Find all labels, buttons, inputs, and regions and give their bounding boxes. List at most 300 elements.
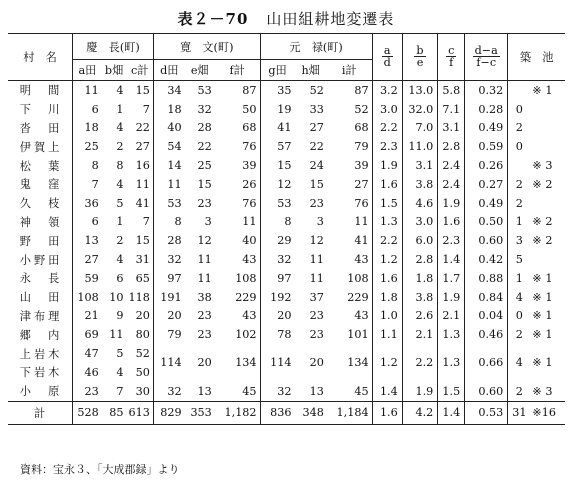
table-row [8,250,565,269]
cell-c: 80 [126,325,153,344]
cell-ratio-c-f: 2.1 [438,307,465,326]
cell-ratio-a-d: 1.6 [372,269,402,288]
cell-b: 4 [116,121,124,135]
cell-i: 101 [327,325,372,344]
cell-ratio-b-e: 1.9 [402,382,438,401]
cell-ratio-b-e: 3.0 [402,213,438,232]
village-name: 野 田 [8,231,73,250]
cell-a: 46 [84,365,99,379]
header-e: e畑 [185,60,215,81]
cell-g: 15 [277,159,292,173]
cell-f: 50 [215,100,260,119]
cell-i: 87 [327,81,372,100]
village-name: 郷 内 [8,325,73,344]
cell-ratio-b-e: 1.8 [402,269,438,288]
cell-i: 39 [327,156,372,175]
cell-h: 11 [309,271,324,285]
cell-a: 6 [91,215,99,229]
cell-ratio-a-d: 3.2 [372,81,402,100]
cell-i: 43 [327,307,372,326]
cell-i: 108 [327,269,372,288]
cell-e: 22 [197,140,212,154]
cell-ratio-a-d: 1.6 [372,175,402,194]
table-row [8,288,565,307]
cell-ponds-note: ※ 3 [532,384,553,398]
cell-ratio-a-d: 2.2 [372,119,402,138]
cell-g: 29 [277,234,292,248]
cell-d: 34 [167,83,182,97]
header-h: h畑 [295,60,327,81]
table-row [8,269,565,288]
village-name: 津布理 [8,307,73,326]
cell-e: 20 [197,356,212,370]
cell-ratio-b-e: 3.1 [402,156,438,175]
cell-e: 38 [197,290,212,304]
cell-d: 18 [167,102,182,116]
cell-f: 39 [215,156,260,175]
cell-ponds-note [530,100,565,119]
cell-ratio-growth: 0.49 [465,194,508,213]
cell-b: 9 [116,309,124,323]
cell-ratio-c-f: 1.9 [438,288,465,307]
cell-ratio-growth: 0.49 [465,119,508,138]
cell-ratio-growth: 0.60 [465,382,508,401]
cell-f: 229 [215,288,260,307]
cell-ratio-a-d: 1.1 [372,325,402,344]
cell-ratio-growth: 0.28 [465,100,508,119]
cell-ratio-a-d: 2.2 [372,231,402,250]
cell-e: 23 [197,309,212,323]
cell-ratio-c-f: 2.4 [438,175,465,194]
header-d: d田 [153,60,184,81]
cell-g: 97 [277,271,292,285]
total-row [8,401,565,424]
cell-ratio-a-d: 1.2 [372,344,402,382]
cell-f: 76 [215,194,260,213]
cell-e: 11 [197,271,212,285]
cell-ratio-b-e: 2.2 [402,344,438,382]
cell-a: 108 [77,290,99,304]
cell-g: 32 [277,384,292,398]
table-row [8,325,565,344]
table-title [0,8,572,29]
total-ratio-growth: 0.53 [465,401,508,424]
cell-ratio-growth: 0.42 [465,250,508,269]
cell-b: 4 [116,253,124,267]
header-b: b畑 [102,60,127,81]
total-label: 計 [8,401,73,424]
cell-d: 32 [167,384,182,398]
cell-ratio-b-e: 6.0 [402,231,438,250]
cell-d: 53 [167,196,182,210]
village-name: 永 長 [8,269,73,288]
cell-ratio-a-d: 2.3 [372,137,402,156]
header-ponds: 築 池 [508,34,565,81]
cell-c: 41 [126,194,153,213]
cell-ponds-note: ※ 1 [532,290,553,304]
cell-a: 7 [91,177,99,191]
source-note: 資料：宝永３、「大成郡録」より [20,463,180,476]
village-name: 明 間 [8,81,73,100]
cell-ratio-a-d: 1.5 [372,194,402,213]
cell-e: 25 [197,159,212,173]
cell-d: 32 [167,253,182,267]
cell-c: 16 [126,156,153,175]
cell-ponds-note: ※ 2 [532,234,553,248]
table-row [8,213,565,232]
header-g: g田 [260,60,294,81]
table-row [8,137,565,156]
cell-ratio-growth: 0.60 [465,231,508,250]
cell-ratio-a-d: 1.0 [372,307,402,326]
cell-ponds-note: ※ 1 [532,83,553,97]
cell-d: 114 [160,356,182,370]
cell-g: 114 [270,356,292,370]
cell-ratio-b-e: 2.1 [402,325,438,344]
cell-h: 23 [309,328,324,342]
cell-ratio-growth: 0.88 [465,269,508,288]
total-ratio-a-d: 1.6 [372,401,402,424]
cell-h: 3 [316,215,324,229]
cell-g: 192 [270,290,292,304]
cell-a: 8 [91,159,99,173]
cell-ponds-note [530,119,565,138]
cell-g: 20 [277,309,292,323]
cell-i: 41 [327,231,372,250]
cell-b: 2 [116,140,124,154]
cell-i: 76 [327,194,372,213]
cell-ratio-b-e: 4.6 [402,194,438,213]
village-name: 小 原 [8,382,73,401]
cell-d: 11 [167,177,182,191]
cell-ratio-a-d: 1.3 [372,213,402,232]
cell-i: 68 [327,119,372,138]
table-row [8,344,565,363]
cell-c: 52 [126,344,153,363]
cell-a: 11 [84,83,99,97]
cell-ratio-c-f: 7.1 [438,100,465,119]
cell-ponds-count: 4 [515,290,523,304]
cell-h: 13 [309,384,324,398]
table-row [8,81,565,100]
cell-ponds-note: ※ 2 [532,215,553,229]
cell-e: 23 [197,328,212,342]
cell-ponds-note: ※ 1 [532,271,553,285]
village-name: 下岩木 [8,363,73,382]
cell-ponds-count [508,81,531,100]
header-c: c計 [126,60,153,81]
cell-a: 6 [91,102,99,116]
cell-d: 79 [167,328,182,342]
cell-a: 21 [84,309,99,323]
total-ponds-note: ※16 [530,401,565,424]
cell-ratio-growth: 0.27 [465,175,508,194]
cell-ponds-count: 4 [515,356,523,370]
header-period-genroku: 元 禄(町) [260,34,372,60]
village-name: 小野田 [8,250,73,269]
cell-f: 76 [215,137,260,156]
cell-ratio-c-f: 1.6 [438,213,465,232]
cell-f: 43 [215,250,260,269]
cell-ponds-note: ※ 2 [532,177,553,191]
cell-a: 59 [84,271,99,285]
cell-ratio-c-f: 1.3 [438,344,465,382]
cell-a: 23 [84,384,99,398]
cell-f: 102 [215,325,260,344]
village-name: 松 葉 [8,156,73,175]
cell-ratio-growth: 0.66 [465,344,508,382]
cell-c: 7 [126,213,153,232]
total-d: 829 [153,401,184,424]
header-period-keicho: 慶 長(町) [73,34,154,60]
table-row [8,100,565,119]
cell-h: 12 [309,234,324,248]
cell-c: 7 [126,100,153,119]
cell-h: 23 [309,196,324,210]
cell-ratio-a-d: 1.2 [372,250,402,269]
cell-c: 30 [126,382,153,401]
cell-e: 12 [197,234,212,248]
cell-h: 23 [309,309,324,323]
cell-g: 41 [277,121,292,135]
cell-g: 53 [277,196,292,210]
village-name: 鬼 窪 [8,175,73,194]
cell-ratio-a-d: 1.8 [372,288,402,307]
table-row [8,307,565,326]
cell-ponds-count: 1 [515,271,523,285]
cell-e: 15 [197,177,212,191]
cell-ratio-b-e: 2.6 [402,307,438,326]
cell-ponds-count [508,156,531,175]
cell-ponds-count: 2 [515,328,523,342]
cell-ratio-b-e: 32.0 [402,100,438,119]
cell-g: 35 [277,83,292,97]
cell-g: 19 [277,102,292,116]
total-f: 1,182 [215,401,260,424]
total-g: 836 [260,401,294,424]
cell-ratio-c-f: 5.8 [438,81,465,100]
cell-d: 14 [167,159,182,173]
cell-d: 54 [167,140,182,154]
cell-ponds-count: 0 [515,309,523,323]
total-ratio-b-e: 4.2 [402,401,438,424]
cell-ponds-count: 1 [515,215,523,229]
table-row [8,175,565,194]
cell-c: 20 [126,307,153,326]
cell-c: 27 [126,137,153,156]
cell-ratio-growth: 0.32 [465,81,508,100]
cell-ratio-c-f: 3.1 [438,119,465,138]
cell-g: 12 [277,177,292,191]
cell-i: 79 [327,137,372,156]
cell-h: 24 [309,159,324,173]
header-ratio-c-f: $\frac{c}{f}$ [438,34,465,81]
cell-ratio-c-f: 2.3 [438,231,465,250]
cell-b: 11 [109,328,124,342]
table-number: 表２－70 [177,10,249,28]
cell-f: 45 [215,382,260,401]
cell-ponds-count: 2 [515,121,523,135]
header-a: a田 [73,60,102,81]
cell-b: 1 [116,215,124,229]
cell-c: 11 [126,175,153,194]
cell-ponds-note [530,194,565,213]
cell-ratio-a-d: 1.4 [372,382,402,401]
cell-ratio-b-e: 3.8 [402,288,438,307]
cell-h: 37 [309,290,324,304]
cell-e: 53 [197,83,212,97]
cell-ratio-c-f: 1.5 [438,382,465,401]
cell-e: 28 [197,121,212,135]
total-a: 528 [73,401,102,424]
cell-g: 78 [277,328,292,342]
cell-e: 11 [197,253,212,267]
cell-a: 69 [84,328,99,342]
total-h: 348 [295,401,327,424]
cell-h: 22 [309,140,324,154]
cell-c: 15 [126,81,153,100]
header-village: 村 名 [8,34,73,81]
cell-b: 10 [109,290,124,304]
cell-b: 4 [116,177,124,191]
cell-c: 15 [126,231,153,250]
cell-ratio-c-f: 1.3 [438,325,465,344]
cell-f: 40 [215,231,260,250]
total-ponds-count: 31 [508,401,531,424]
cell-ratio-growth: 0.59 [465,137,508,156]
cell-g: 57 [277,140,292,154]
cell-ratio-c-f: 1.9 [438,194,465,213]
cell-ponds-note [530,137,565,156]
cell-ratio-b-e: 3.8 [402,175,438,194]
table-name: 山田組耕地変遷表 [266,10,395,28]
total-b: 85 [102,401,127,424]
cell-ratio-growth: 0.46 [465,325,508,344]
cell-ponds-note: ※ 1 [532,309,553,323]
total-i: 1,184 [327,401,372,424]
village-name: 伊賀上 [8,137,73,156]
table-row [8,156,565,175]
table-row [8,194,565,213]
header-ratio-b-e: $\frac{b}{e}$ [402,34,438,81]
cell-f: 108 [215,269,260,288]
cell-ponds-count: 0 [515,140,523,154]
cell-b: 7 [116,384,124,398]
cell-ratio-c-f: 2.8 [438,137,465,156]
village-name: 下 川 [8,100,73,119]
header-f: f計 [215,60,260,81]
cell-d: 20 [167,309,182,323]
cell-d: 8 [174,215,182,229]
cell-c: 50 [126,363,153,382]
cell-b: 6 [116,271,124,285]
cell-h: 52 [309,83,324,97]
cell-ponds-note [530,250,565,269]
cell-ponds-count: 3 [515,234,523,248]
cell-ponds-note: ※ 1 [532,328,553,342]
total-ratio-c-f: 1.4 [438,401,465,424]
table-row [8,231,565,250]
cell-a: 13 [84,234,99,248]
cell-ratio-b-e: 11.0 [402,137,438,156]
cell-ponds-count: 5 [515,253,523,267]
cell-h: 33 [309,102,324,116]
cell-e: 32 [197,102,212,116]
cell-c: 22 [126,119,153,138]
cell-f: 11 [215,213,260,232]
cell-h: 20 [309,356,324,370]
cell-ratio-growth: 0.84 [465,288,508,307]
cell-a: 18 [84,121,99,135]
total-e: 353 [185,401,215,424]
cell-f: 43 [215,307,260,326]
header-ratio-a-d: $\frac{a}{d}$ [372,34,402,81]
cell-f: 26 [215,175,260,194]
table-row [8,382,565,401]
cell-ratio-growth: 0.04 [465,307,508,326]
cell-i: 11 [327,213,372,232]
cell-g: 32 [277,253,292,267]
cell-ratio-a-d: 1.9 [372,156,402,175]
cell-a: 36 [84,196,99,210]
cell-ratio-c-f: 1.4 [438,250,465,269]
cell-d: 191 [160,290,182,304]
cell-h: 27 [309,121,324,135]
cell-b: 1 [116,102,124,116]
cell-b: 4 [116,365,124,379]
cell-b: 2 [116,234,124,248]
village-name: 山 田 [8,288,73,307]
cell-b: 8 [116,159,124,173]
cell-h: 11 [309,253,324,267]
cell-d: 28 [167,234,182,248]
header-period-kanbun: 寛 文(町) [153,34,260,60]
cell-c: 65 [126,269,153,288]
cell-i: 45 [327,382,372,401]
cell-ratio-a-d: 3.0 [372,100,402,119]
cell-ratio-growth: 0.50 [465,213,508,232]
cell-a: 47 [84,347,99,361]
cell-ponds-note: ※ 1 [532,356,553,370]
cell-i: 134 [327,344,372,382]
cell-b: 5 [116,347,124,361]
cell-ponds-note: ※ 3 [532,159,553,173]
village-name: 神 領 [8,213,73,232]
village-name: 沓 田 [8,119,73,138]
cell-c: 31 [126,250,153,269]
cell-e: 13 [197,384,212,398]
header-ratio-growth: $\frac{d-a}{f-c}$ [465,34,508,81]
cell-d: 40 [167,121,182,135]
cell-a: 25 [84,140,99,154]
cell-i: 43 [327,250,372,269]
village-name: 上岩木 [8,344,73,363]
cell-ponds-count: 0 [515,102,523,116]
cell-h: 15 [309,177,324,191]
cell-a: 27 [84,253,99,267]
cell-ratio-b-e: 2.8 [402,250,438,269]
cell-ponds-count: 2 [515,196,523,210]
cell-f: 68 [215,119,260,138]
cell-ratio-c-f: 2.4 [438,156,465,175]
village-name: 久 枝 [8,194,73,213]
cell-ponds-count: 2 [515,177,523,191]
cell-c: 118 [126,288,153,307]
cell-ratio-c-f: 1.7 [438,269,465,288]
cell-b: 5 [116,196,124,210]
cell-i: 27 [327,175,372,194]
cell-ratio-growth: 0.26 [465,156,508,175]
